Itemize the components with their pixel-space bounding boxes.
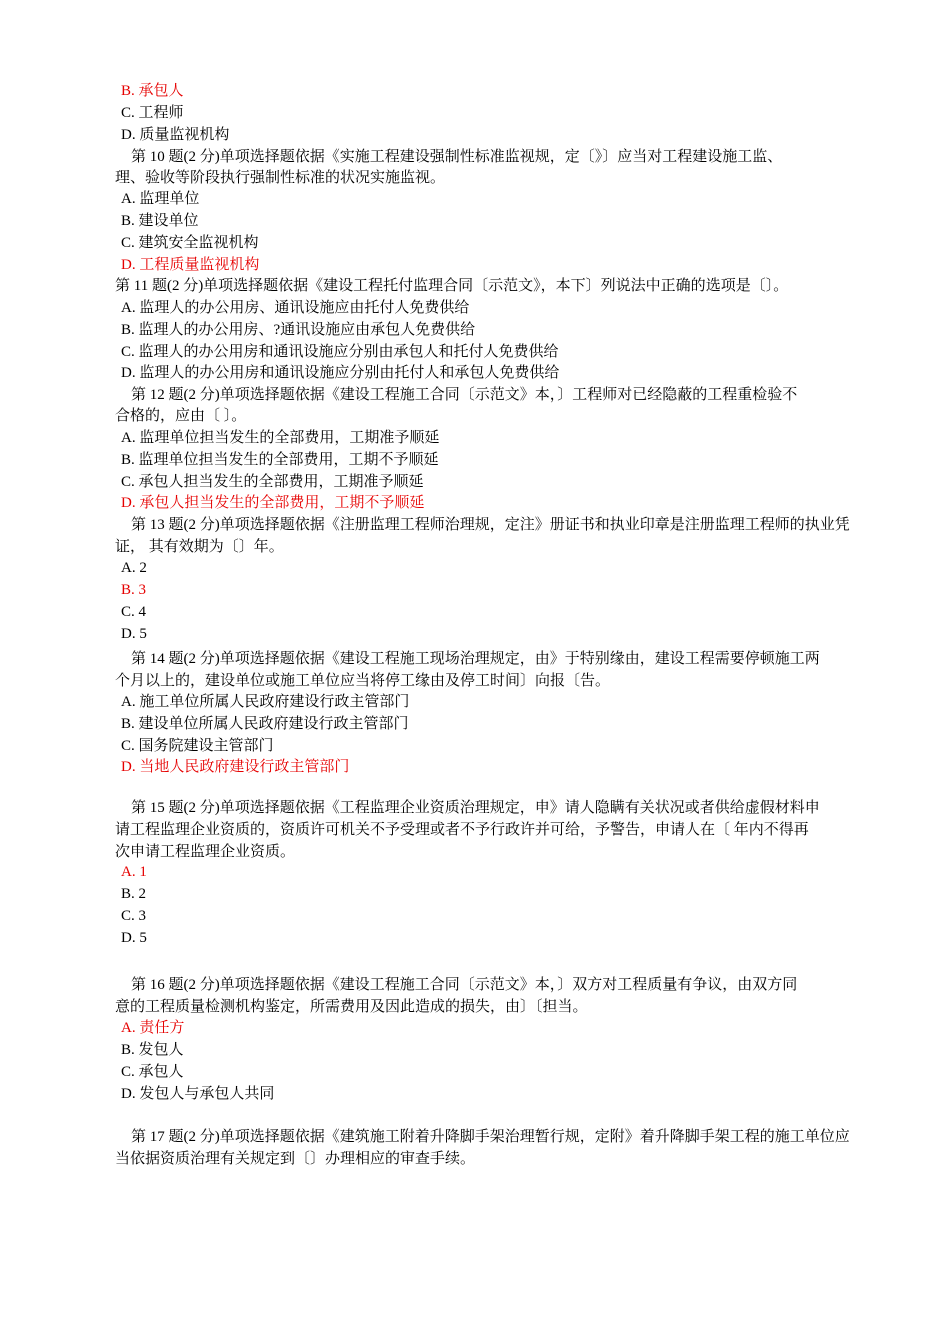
answer-line: B. 承包人 [121, 83, 184, 99]
text-line: 请工程监理企业资质的，资质许可机关不予受理或者不予行政许并可给，予警告，申请人在〔 年内不得再 [115, 822, 809, 838]
text-line: A. 施工单位所属人民政府建设行政主管部门 [121, 694, 410, 710]
text-line: 个月以上的，建设单位或施工单位应当将停工缘由及停工时间〕向报〔告。 [115, 673, 611, 689]
text-line: C. 3 [121, 908, 147, 924]
text-line: 次申请工程监理企业资质。 [115, 844, 296, 860]
answer-line: D. 承包人担当发生的全部费用，工期不予顺延 [121, 495, 425, 511]
text-line: C. 工程师 [121, 105, 184, 121]
text-line: A. 监理单位 [121, 191, 200, 207]
answer-line: A. 1 [121, 864, 147, 880]
text-line: B. 建设单位所属人民政府建设行政主管部门 [121, 716, 409, 732]
text-line: 意的工程质量检测机构鉴定，所需费用及因此造成的损失，由〕〔担当。 [115, 999, 588, 1015]
text-line: D. 发包人与承包人共同 [121, 1086, 275, 1102]
text-line: D. 质量监视机构 [121, 127, 230, 143]
text-line: B. 建设单位 [121, 213, 199, 229]
text-line: D. 5 [121, 930, 147, 946]
text-line: C. 国务院建设主管部门 [121, 738, 274, 754]
text-line: 第 15 题(2 分)单项选择题依据《工程监理企业资质治理规定，申》请人隐瞒有关状况或者供给虚假材料申 [131, 800, 820, 816]
text-line: 第 12 题(2 分)单项选择题依据《建设工程施工合同〔示范文》本，〕工程师对已经隐蔽的工程重检验不 [131, 387, 798, 403]
text-line: 第 17 题(2 分)单项选择题依据《建筑施工附着升降脚手架治理暂行规，定附》着升降脚手架工程的施工单位应 [131, 1129, 850, 1145]
text-line: 第 16 题(2 分)单项选择题依据《建设工程施工合同〔示范文》本，〕双方对工程质量有争议，由双方同 [131, 977, 798, 993]
text-line: C. 监理人的办公用房和通讯设施应分别由承包人和托付人免费供给 [121, 344, 559, 360]
text-line: B. 2 [121, 886, 147, 902]
text-line: 第 11 题(2 分)单项选择题依据《建设工程托付监理合同〔示范文》，本下〕列说法中正确的选项是〔〕。 [115, 278, 789, 294]
answer-line: B. 3 [121, 582, 147, 598]
answer-line: D. 当地人民政府建设行政主管部门 [121, 759, 350, 775]
text-line: A. 监理单位担当发生的全部费用，工期准予顺延 [121, 430, 440, 446]
text-line: C. 4 [121, 604, 147, 620]
answer-line: A. 责任方 [121, 1020, 185, 1036]
text-line: C. 建筑安全监视机构 [121, 235, 259, 251]
text-line: B. 监理人的办公用房、?通讯设施应由承包人免费供给 [121, 322, 476, 338]
text-line: D. 监理人的办公用房和通讯设施应分别由托付人和承包人免费供给 [121, 365, 560, 381]
text-line: A. 2 [121, 560, 147, 576]
answer-line: D. 工程质量监视机构 [121, 257, 260, 273]
text-line: B. 监理单位担当发生的全部费用，工期不予顺延 [121, 452, 439, 468]
text-line: 第 13 题(2 分)单项选择题依据《注册监理工程师治理规，定注》册证书和执业印章是注册监理工程师的执业凭 [131, 517, 850, 533]
text-line: 理、验收等阶段执行强制性标准的状况实施监视。 [115, 170, 446, 186]
text-line: C. 承包人担当发生的全部费用，工期准予顺延 [121, 474, 424, 490]
text-line: 当依据资质治理有关规定到〔〕办理相应的审查手续。 [115, 1151, 476, 1167]
text-line: 第 10 题(2 分)单项选择题依据《实施工程建设强制性标准监视规，定〔》〕应当对工程建设施工监、 [131, 149, 783, 165]
text-line: A. 监理人的办公用房、通讯设施应由托付人免费供给 [121, 300, 470, 316]
text-line: 第 14 题(2 分)单项选择题依据《建设工程施工现场治理规定，由》于特别缘由，建设工程需要停顿施工两 [131, 651, 820, 667]
text-line: 合格的，应由〔 〕。 [115, 408, 247, 424]
text-line: 证， 其有效期为〔〕年。 [115, 539, 284, 555]
text-line: B. 发包人 [121, 1042, 184, 1058]
text-line: C. 承包人 [121, 1064, 184, 1080]
text-line: D. 5 [121, 626, 147, 642]
